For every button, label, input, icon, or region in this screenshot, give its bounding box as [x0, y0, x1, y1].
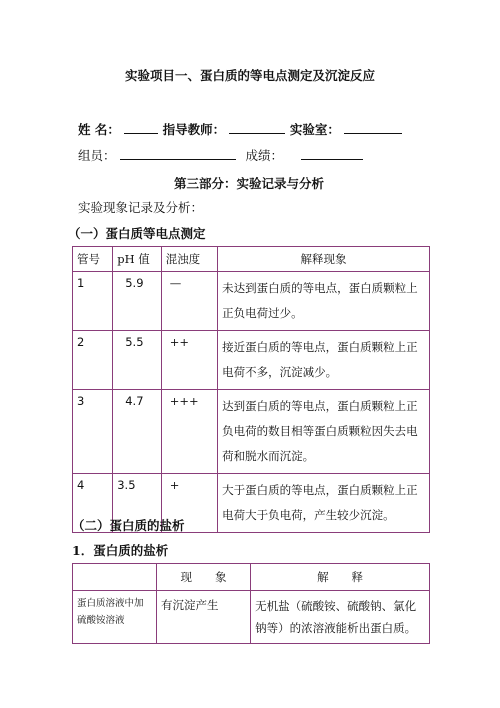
col-header-blank — [73, 564, 157, 591]
section-part3: 第三部分：实验记录与分析 — [174, 176, 325, 191]
table-row — [73, 272, 430, 331]
section-observations: 实验现象记录及分析： — [78, 200, 204, 215]
cell-condition: 蛋白质溶液中加硫酸铵溶液 — [73, 591, 157, 644]
cell-explanation: 大于蛋白质的等电点，蛋白质颗粒上正电荷大于负电荷，产生较少沉淀。 — [218, 474, 430, 533]
cell-explanation: 无机盐（硫酸铵、硫酸钠、氯化钠等）的浓溶液能析出蛋白质。 — [251, 591, 430, 644]
info-row-1 — [78, 120, 402, 138]
cell-ph: 4.7 — [113, 390, 161, 474]
advisor-blank[interactable] — [229, 121, 285, 134]
group-blank[interactable] — [120, 147, 236, 160]
cell-ph: 5.9 — [113, 272, 161, 331]
cell-tube: 4 — [73, 474, 113, 533]
document-title: 实验项目一、蛋白质的等电点测定及沉淀反应 — [124, 68, 375, 83]
lab-label: 实验室： — [289, 122, 340, 137]
cell-tube: 2 — [73, 331, 113, 390]
cell-ph: 3.5 — [113, 474, 161, 533]
section-sub2: （二）蛋白质的盐析 — [72, 518, 185, 533]
cell-turbidity: ++ — [161, 331, 217, 390]
table-row — [73, 591, 430, 644]
section-sub1: （一）蛋白质等电点测定 — [68, 226, 206, 241]
cell-turbidity: +++ — [161, 390, 217, 474]
table-row — [73, 390, 430, 474]
isoelectric-table — [72, 246, 430, 533]
col-header-phenomenon: 现 象 — [156, 564, 250, 591]
cell-turbidity: + — [161, 474, 217, 533]
cell-tube: 3 — [73, 390, 113, 474]
cell-phenomenon: 有沉淀产生 — [156, 591, 250, 644]
score-label: 成绩： — [245, 148, 283, 163]
col-header-tube: 管号 — [73, 247, 113, 272]
table-row — [73, 331, 430, 390]
advisor-label: 指导教师： — [162, 122, 226, 137]
cell-explanation: 接近蛋白质的等电点，蛋白质颗粒上正电荷不多，沉淀减少。 — [218, 331, 430, 390]
cell-ph: 5.5 — [113, 331, 161, 390]
score-blank[interactable] — [301, 147, 363, 160]
name-label: 姓 名： — [78, 122, 120, 137]
col-header-turbidity: 混浊度 — [161, 247, 217, 272]
cell-explanation: 未达到蛋白质的等电点，蛋白质颗粒上正负电荷过少。 — [218, 272, 430, 331]
col-header-ph: pH 值 — [113, 247, 161, 272]
info-row-2 — [78, 146, 363, 164]
cell-tube: 1 — [73, 272, 113, 331]
lab-blank[interactable] — [344, 121, 402, 134]
section-sub2-1: 1．蛋白质的盐析 — [72, 543, 169, 558]
cell-turbidity: — — [161, 272, 217, 331]
group-label: 组员： — [78, 148, 116, 163]
cell-explanation: 达到蛋白质的等电点，蛋白质颗粒上正负电荷的数目相等蛋白质颗粒因失去电荷和脱水而沉淀。 — [218, 390, 430, 474]
col-header-explanation: 解释现象 — [218, 247, 430, 272]
name-blank[interactable] — [124, 121, 158, 134]
salting-out-table — [72, 563, 430, 644]
col-header-explanation: 解 释 — [251, 564, 430, 591]
